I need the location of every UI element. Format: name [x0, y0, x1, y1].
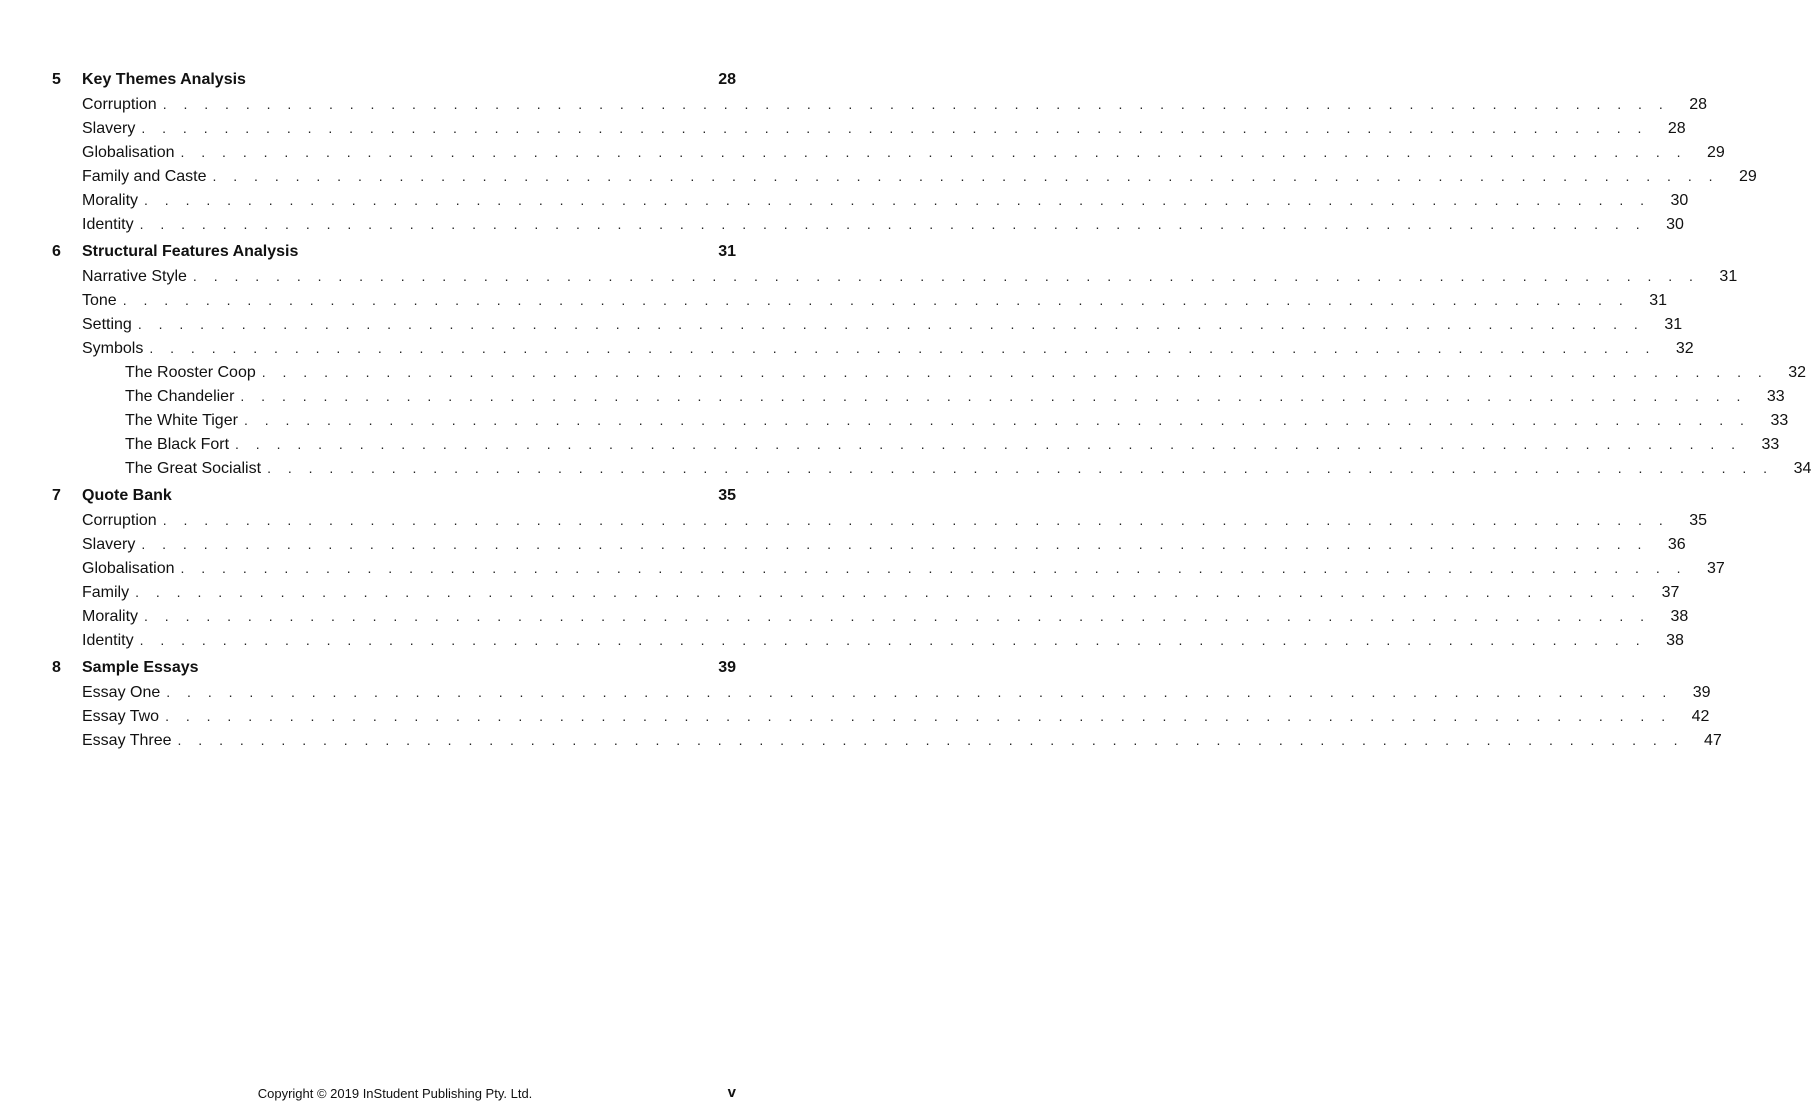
entry-page-number: 31 — [1664, 316, 1683, 333]
entry-page-number: 37 — [1661, 584, 1680, 601]
dot-leader: . . . . . . . . . . . . . . . . . . . . . . . . . . . . . . . . . . . . . . . . . . . . . . . . . . . . . . . . . . . . . . . . . . . . . . . . . — [177, 732, 1685, 748]
toc-entry — [52, 728, 1722, 752]
entry-title: Morality — [82, 189, 144, 213]
entry-page-number: 30 — [1666, 216, 1684, 233]
entry-title: Globalisation — [82, 557, 181, 581]
entry-title: Narrative Style — [82, 265, 193, 289]
entry-page-number: 28 — [1689, 96, 1707, 113]
dot-leader: . . . . . . . . . . . . . . . . . . . . . . . . . . . . . . . . . . . . . . . . . . . . . . . . . . . . . . . . . . . . . . . . . . . . . . . . . — [165, 708, 1672, 724]
dot-leader: . . . . . . . . . . . . . . . . . . . . . . . . . . . . . . . . . . . . . . . . . . . . . . . . . . . . . . . . . . . . . . . . . . . . . . . . . — [243, 412, 1751, 428]
toc-subentry — [52, 360, 1807, 384]
section-page-number: 35 — [718, 487, 736, 504]
section-number: 7 — [52, 487, 61, 504]
entry-page-number: 31 — [1719, 268, 1738, 285]
entry-title: Slavery — [82, 533, 141, 557]
entry-title: Family and Caste — [82, 165, 213, 189]
toc-entry — [52, 116, 1686, 140]
dot-leader: . . . . . . . . . . . . . . . . . . . . . . . . . . . . . . . . . . . . . . . . . . . . . . . . . . . . . . . . . . . . . . . . . . . . . . . . . — [141, 536, 1648, 552]
section-title: Quote Bank — [82, 487, 172, 504]
toc-section — [52, 656, 1722, 752]
dot-leader: . . . . . . . . . . . . . . . . . . . . . . . . . . . . . . . . . . . . . . . . . . . . . . . . . . . . . . . . . . . . . . . . . . . . . . . . . — [141, 120, 1648, 136]
dot-leader: . . . . . . . . . . . . . . . . . . . . . . . . . . . . . . . . . . . . . . . . . . . . . . . . . . . . . . . . . . . . . . . . . . . . . . . . . — [135, 584, 1642, 600]
toc-subentry — [52, 456, 1811, 480]
toc-entry — [52, 288, 1667, 312]
section-page-number: 39 — [718, 659, 736, 676]
dot-leader: . . . . . . . . . . . . . . . . . . . . . . . . . . . . . . . . . . . . . . . . . . . . . . . . . . . . . . . . . . . . . . . . . . . . . . . . . — [149, 340, 1656, 356]
toc-entry — [52, 532, 1686, 556]
toc-section — [52, 484, 1725, 652]
entry-page-number: 36 — [1667, 536, 1686, 553]
entry-title: Tone — [82, 289, 123, 313]
toc-subentry — [52, 432, 1780, 456]
toc-entry — [52, 140, 1725, 164]
section-page-number: 28 — [718, 71, 736, 88]
dot-leader: . . . . . . . . . . . . . . . . . . . . . . . . . . . . . . . . . . . . . . . . . . . . . . . . . . . . . . . . . . . . . . . . . . . . . . . . . — [122, 292, 1630, 308]
entry-page-number: 33 — [1766, 388, 1785, 405]
toc-subentry — [52, 408, 1789, 432]
entry-page-number: 34 — [1793, 460, 1811, 477]
dot-leader: . . . . . . . . . . . . . . . . . . . . . . . . . . . . . . . . . . . . . . . . . . . . . . . . . . . . . . . . . . . . . . . . . . . . . . . . . — [267, 460, 1774, 476]
entry-title: Corruption — [82, 509, 163, 533]
page-footer — [0, 1082, 790, 1104]
entry-title: Essay Three — [82, 729, 178, 753]
entry-title: The Great Socialist — [125, 457, 267, 481]
dot-leader: . . . . . . . . . . . . . . . . . . . . . . . . . . . . . . . . . . . . . . . . . . . . . . . . . . . . . . . . . . . . . . . . . . . . . . . . . — [162, 96, 1670, 112]
entry-title: Family — [82, 581, 135, 605]
section-heading — [52, 656, 736, 680]
toc-subentry — [52, 384, 1785, 408]
entry-page-number: 31 — [1649, 292, 1667, 309]
entry-page-number: 37 — [1707, 560, 1725, 577]
entry-title: Identity — [82, 213, 140, 237]
dot-leader: . . . . . . . . . . . . . . . . . . . . . . . . . . . . . . . . . . . . . . . . . . . . . . . . . . . . . . . . . . . . . . . . . . . . . . . . . — [261, 364, 1769, 380]
entry-title: Globalisation — [82, 141, 181, 165]
table-of-contents — [52, 68, 1811, 756]
section-heading — [52, 484, 736, 508]
entry-page-number: 28 — [1667, 120, 1686, 137]
entry-page-number: 32 — [1788, 364, 1807, 381]
toc-entry — [52, 704, 1710, 728]
dot-leader: . . . . . . . . . . . . . . . . . . . . . . . . . . . . . . . . . . . . . . . . . . . . . . . . . . . . . . . . . . . . . . . . . . . . . . . . . — [192, 268, 1700, 284]
entry-title: Morality — [82, 605, 144, 629]
entry-page-number: 38 — [1670, 608, 1689, 625]
section-title: Sample Essays — [82, 659, 199, 676]
toc-entry — [52, 508, 1707, 532]
dot-leader: . . . . . . . . . . . . . . . . . . . . . . . . . . . . . . . . . . . . . . . . . . . . . . . . . . . . . . . . . . . . . . . . . . . . . . . . . — [212, 168, 1719, 184]
entry-title: The White Tiger — [125, 409, 244, 433]
dot-leader: . . . . . . . . . . . . . . . . . . . . . . . . . . . . . . . . . . . . . . . . . . . . . . . . . . . . . . . . . . . . . . . . . . . . . . . . . — [166, 684, 1673, 700]
toc-entry — [52, 312, 1683, 336]
dot-leader: . . . . . . . . . . . . . . . . . . . . . . . . . . . . . . . . . . . . . . . . . . . . . . . . . . . . . . . . . . . . . . . . . . . . . . . . . — [137, 316, 1645, 332]
toc-entry — [52, 336, 1694, 360]
section-heading — [52, 68, 736, 92]
toc-entry — [52, 604, 1689, 628]
section-number: 8 — [52, 659, 61, 676]
toc-entry — [52, 92, 1707, 116]
toc-entry — [52, 188, 1689, 212]
entry-title: Essay One — [82, 681, 166, 705]
entry-page-number: 32 — [1675, 340, 1694, 357]
entry-title: Corruption — [82, 93, 163, 117]
toc-entry — [52, 680, 1711, 704]
section-title: Key Themes Analysis — [82, 71, 246, 88]
dot-leader: . . . . . . . . . . . . . . . . . . . . . . . . . . . . . . . . . . . . . . . . . . . . . . . . . . . . . . . . . . . . . . . . . . . . . . . . . — [139, 632, 1647, 648]
toc-entry — [52, 264, 1738, 288]
section-number: 6 — [52, 243, 61, 260]
entry-page-number: 47 — [1704, 732, 1722, 749]
entry-title: Identity — [82, 629, 140, 653]
entry-page-number: 39 — [1692, 684, 1711, 701]
entry-page-number: 35 — [1689, 512, 1707, 529]
dot-leader: . . . . . . . . . . . . . . . . . . . . . . . . . . . . . . . . . . . . . . . . . . . . . . . . . . . . . . . . . . . . . . . . . . . . . . . . . — [144, 192, 1651, 208]
entry-page-number: 38 — [1666, 632, 1684, 649]
dot-leader: . . . . . . . . . . . . . . . . . . . . . . . . . . . . . . . . . . . . . . . . . . . . . . . . . . . . . . . . . . . . . . . . . . . . . . . . . — [180, 560, 1687, 576]
toc-entry — [52, 164, 1757, 188]
toc-entry — [52, 580, 1680, 604]
dot-leader: . . . . . . . . . . . . . . . . . . . . . . . . . . . . . . . . . . . . . . . . . . . . . . . . . . . . . . . . . . . . . . . . . . . . . . . . . — [180, 144, 1687, 160]
entry-title: The Chandelier — [125, 385, 240, 409]
entry-page-number: 30 — [1670, 192, 1689, 209]
section-heading — [52, 240, 736, 264]
section-title: Structural Features Analysis — [82, 243, 299, 260]
entry-title: Slavery — [82, 117, 141, 141]
entry-page-number: 33 — [1761, 436, 1780, 453]
dot-leader: . . . . . . . . . . . . . . . . . . . . . . . . . . . . . . . . . . . . . . . . . . . . . . . . . . . . . . . . . . . . . . . . . . . . . . . . . — [235, 436, 1742, 452]
entry-title: The Rooster Coop — [125, 361, 262, 385]
entry-page-number: 42 — [1691, 708, 1710, 725]
entry-page-number: 29 — [1739, 168, 1757, 185]
toc-entry — [52, 212, 1684, 236]
entry-title: Essay Two — [82, 705, 165, 729]
toc-section — [52, 240, 1811, 480]
dot-leader: . . . . . . . . . . . . . . . . . . . . . . . . . . . . . . . . . . . . . . . . . . . . . . . . . . . . . . . . . . . . . . . . . . . . . . . . . — [139, 216, 1647, 232]
copyright-notice: Copyright © 2019 InStudent Publishing Pty. Ltd. — [257, 1086, 533, 1101]
entry-page-number: 33 — [1770, 412, 1789, 429]
dot-leader: . . . . . . . . . . . . . . . . . . . . . . . . . . . . . . . . . . . . . . . . . . . . . . . . . . . . . . . . . . . . . . . . . . . . . . . . . — [144, 608, 1651, 624]
entry-page-number: 29 — [1707, 144, 1725, 161]
entry-title: The Black Fort — [125, 433, 235, 457]
dot-leader: . . . . . . . . . . . . . . . . . . . . . . . . . . . . . . . . . . . . . . . . . . . . . . . . . . . . . . . . . . . . . . . . . . . . . . . . . — [240, 388, 1747, 404]
entry-title: Setting — [82, 313, 138, 337]
toc-section — [52, 68, 1757, 236]
entry-title: Symbols — [82, 337, 149, 361]
section-page-number: 31 — [718, 243, 736, 260]
toc-entry — [52, 628, 1684, 652]
section-number: 5 — [52, 71, 61, 88]
toc-entry — [52, 556, 1725, 580]
dot-leader: . . . . . . . . . . . . . . . . . . . . . . . . . . . . . . . . . . . . . . . . . . . . . . . . . . . . . . . . . . . . . . . . . . . . . . . . . — [162, 512, 1670, 528]
page-number: v — [727, 1084, 736, 1101]
